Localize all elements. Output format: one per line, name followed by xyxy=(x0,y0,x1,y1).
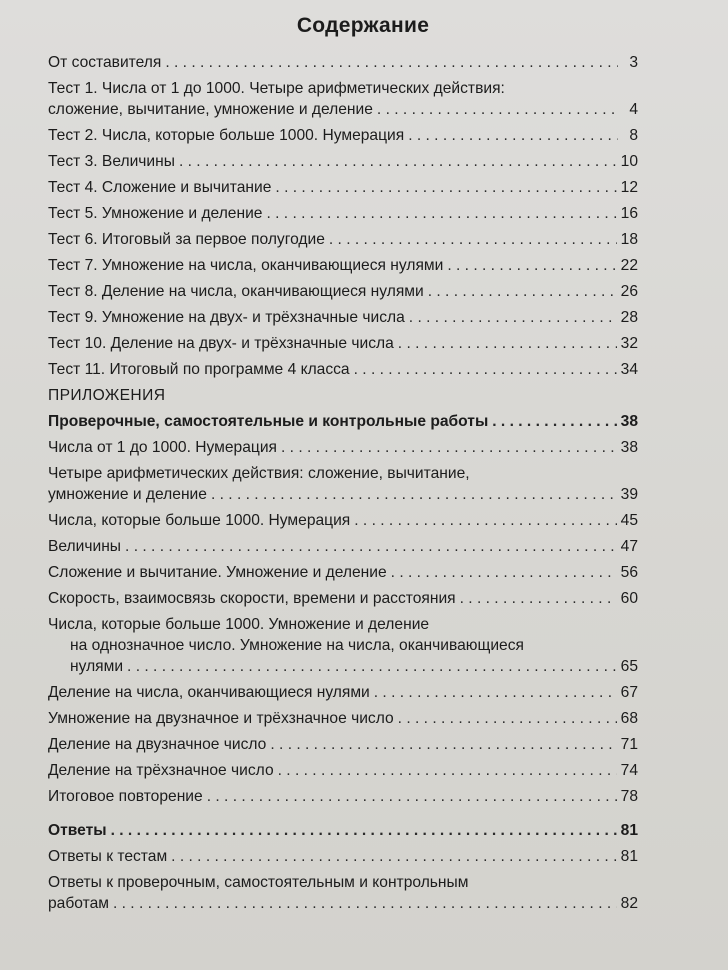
toc-page-number: 3 xyxy=(629,54,638,71)
toc-entry-text: сложение, вычитание, умножение и деление xyxy=(48,101,373,118)
leader-dots xyxy=(278,760,617,781)
toc-page-number: 16 xyxy=(620,205,638,222)
toc-entry xyxy=(48,614,638,677)
toc-entry-text: Деление на числа, оканчивающиеся нулями xyxy=(48,684,370,701)
toc-page-number: 38 xyxy=(620,413,638,430)
toc-entry xyxy=(48,177,638,198)
toc-entry-text: Ответы xyxy=(48,822,107,839)
leader-dots xyxy=(207,786,617,807)
toc-entry xyxy=(48,281,638,302)
toc-entry-text: умножение и деление xyxy=(48,486,207,503)
toc-entry-text: Тест 3. Величины xyxy=(48,153,175,170)
toc-entry xyxy=(48,78,638,120)
leader-dots xyxy=(329,229,617,250)
toc-entry xyxy=(48,734,638,755)
toc-page-number: 18 xyxy=(620,231,638,248)
toc-entry xyxy=(48,510,638,531)
leader-dots xyxy=(492,411,616,432)
toc-entry-row xyxy=(48,333,638,354)
leader-dots xyxy=(374,682,617,703)
toc-page-number: 78 xyxy=(620,788,638,805)
toc-page-number: 26 xyxy=(620,283,638,300)
toc-entry xyxy=(48,359,638,380)
toc-entry-row xyxy=(48,760,638,781)
toc-entry-text: Проверочные, самостоятельные и контрольные работы xyxy=(48,413,489,430)
toc-entry xyxy=(48,437,638,458)
toc-entry-text: Числа, которые больше 1000. Умножение и деление xyxy=(48,616,430,633)
toc-entry-row xyxy=(48,125,638,146)
toc-entry-text: нулями xyxy=(70,658,124,675)
toc-page-number: 45 xyxy=(620,512,638,529)
toc-entry xyxy=(48,203,638,224)
toc-entry-row xyxy=(48,484,638,505)
toc-entry xyxy=(48,760,638,781)
toc-entry-text: Тест 6. Итоговый за первое полугодие xyxy=(48,231,325,248)
toc-page-number: 28 xyxy=(620,309,638,326)
leader-dots xyxy=(281,437,617,458)
toc-entry-text: Четыре арифметических действия: сложение, вычитание, xyxy=(48,465,470,482)
toc-entry xyxy=(48,562,638,583)
toc-entry-text: Скорость, взаимосвязь скорости, времени и расстояния xyxy=(48,590,456,607)
leader-dots xyxy=(391,562,617,583)
toc-page-number: 65 xyxy=(620,658,638,675)
page-title: Содержание xyxy=(296,14,430,37)
toc-entry xyxy=(48,588,638,609)
toc-page-number: 38 xyxy=(620,439,638,456)
toc-entry-text: Ответы к проверочным, самостоятельным и контрольным xyxy=(48,874,469,891)
toc-page-number: 4 xyxy=(629,101,638,118)
toc-entry-row xyxy=(48,281,638,302)
toc-entry xyxy=(48,333,638,354)
toc-page-number: 56 xyxy=(620,564,638,581)
leader-dots xyxy=(460,588,617,609)
leader-dots xyxy=(398,333,617,354)
toc-entry-row xyxy=(48,411,638,432)
toc-entry-text: Величины xyxy=(48,538,122,555)
leader-dots xyxy=(165,52,618,73)
toc-page-number: 67 xyxy=(620,684,638,701)
leader-dots xyxy=(354,359,617,380)
toc-entry-row xyxy=(48,588,638,609)
toc-entry-row xyxy=(48,708,638,729)
leader-dots xyxy=(266,203,616,224)
toc-entry-row xyxy=(48,893,638,914)
toc-entry-row xyxy=(48,359,638,380)
leader-dots xyxy=(125,536,617,557)
toc-entry-row xyxy=(48,820,638,841)
toc-entry-text: Тест 1. Числа от 1 до 1000. Четыре арифметических действия: xyxy=(48,80,505,97)
toc-entry xyxy=(48,411,638,432)
toc-entry-text: От составителя xyxy=(48,54,162,71)
leader-dots xyxy=(211,484,617,505)
leader-dots xyxy=(111,820,617,841)
toc-tests-list xyxy=(48,52,638,380)
toc-entry-text: Тест 2. Числа, которые больше 1000. Нумерация xyxy=(48,127,405,144)
toc-entry-text: Итоговое повторение xyxy=(48,788,203,805)
leader-dots xyxy=(409,307,617,328)
toc-entry-text: Тест 11. Итоговый по программе 4 класса xyxy=(48,361,350,378)
leader-dots xyxy=(275,177,616,198)
toc-entry-text: Сложение и вычитание. Умножение и деление xyxy=(48,564,387,581)
leader-dots xyxy=(408,125,618,146)
toc-entry-row xyxy=(48,255,638,276)
toc-entry-row xyxy=(48,151,638,172)
toc-entry-text: Деление на трёхзначное число xyxy=(48,762,274,779)
toc-entry-row xyxy=(48,99,638,120)
toc-page-number: 34 xyxy=(620,361,638,378)
leader-dots xyxy=(171,846,616,867)
toc-entry xyxy=(48,846,638,867)
toc-entry-text: Тест 5. Умножение и деление xyxy=(48,205,263,222)
toc-page-number: 32 xyxy=(620,335,638,352)
toc-page-number: 74 xyxy=(620,762,638,779)
toc-entry-text: Умножение на двузначное и трёхзначное число xyxy=(48,710,394,727)
toc-entry-row xyxy=(48,177,638,198)
leader-dots xyxy=(377,99,618,120)
toc-entry-text: Тест 10. Деление на двух- и трёхзначные числа xyxy=(48,335,394,352)
toc-appendix-list xyxy=(48,411,638,807)
toc-entry-text: Тест 4. Сложение и вычитание xyxy=(48,179,272,196)
toc-entry xyxy=(48,708,638,729)
toc-page-number: 22 xyxy=(620,257,638,274)
toc-page-number: 60 xyxy=(620,590,638,607)
toc-entry-row xyxy=(48,656,638,677)
toc-entry xyxy=(48,463,638,505)
toc-page-number: 10 xyxy=(620,153,638,170)
toc-entry-row xyxy=(48,734,638,755)
toc-entry-text: на однозначное число. Умножение на числа, оканчивающиеся xyxy=(70,637,524,654)
appendix-heading: ПРИЛОЖЕНИЯ xyxy=(48,387,166,404)
toc-entry xyxy=(48,872,638,914)
toc-page-number: 71 xyxy=(620,736,638,753)
toc-entry xyxy=(48,682,638,703)
leader-dots xyxy=(113,893,617,914)
leader-dots xyxy=(127,656,617,677)
toc-entry-row xyxy=(48,536,638,557)
toc-entry-row xyxy=(48,52,638,73)
toc-entry-text: Деление на двузначное число xyxy=(48,736,267,753)
toc-entry-text: Тест 9. Умножение на двух- и трёхзначные числа xyxy=(48,309,405,326)
toc-entry-row xyxy=(48,682,638,703)
toc-entry xyxy=(48,820,638,841)
toc-entry-row xyxy=(48,203,638,224)
leader-dots xyxy=(270,734,616,755)
leader-dots xyxy=(398,708,617,729)
toc-entry xyxy=(48,52,638,73)
toc-entry-row xyxy=(48,307,638,328)
toc-entry-text: работам xyxy=(48,895,109,912)
toc-entry xyxy=(48,786,638,807)
toc-entry-text: Числа от 1 до 1000. Нумерация xyxy=(48,439,277,456)
leader-dots xyxy=(179,151,617,172)
toc-entry xyxy=(48,125,638,146)
toc-entry xyxy=(48,255,638,276)
section-gap xyxy=(48,812,638,820)
toc-page-number: 47 xyxy=(620,538,638,555)
toc-entry-text: Тест 7. Умножение на числа, оканчивающиеся нулями xyxy=(48,257,444,274)
toc-entry xyxy=(48,536,638,557)
toc-entry-text: Ответы к тестам xyxy=(48,848,168,865)
toc-page-number: 8 xyxy=(629,127,638,144)
toc-page-number: 81 xyxy=(620,822,638,839)
leader-dots xyxy=(428,281,617,302)
toc-page-number: 68 xyxy=(620,710,638,727)
toc-entry xyxy=(48,307,638,328)
toc-entry-row xyxy=(48,510,638,531)
toc-entry-row xyxy=(48,437,638,458)
leader-dots xyxy=(447,255,616,276)
toc-answers-list xyxy=(48,820,638,914)
leader-dots xyxy=(354,510,616,531)
toc-page-number: 82 xyxy=(620,895,638,912)
toc-entry-text: Числа, которые больше 1000. Нумерация xyxy=(48,512,351,529)
toc-page-number: 12 xyxy=(620,179,638,196)
toc-page-number: 81 xyxy=(620,848,638,865)
toc-entry xyxy=(48,229,638,250)
toc-entry-text: Тест 8. Деление на числа, оканчивающиеся нулями xyxy=(48,283,424,300)
toc-entry-row xyxy=(48,229,638,250)
toc-entry-row xyxy=(48,846,638,867)
toc-entry xyxy=(48,151,638,172)
toc-page-number: 39 xyxy=(620,486,638,503)
toc-entry-row xyxy=(48,786,638,807)
toc-entry-row xyxy=(48,562,638,583)
